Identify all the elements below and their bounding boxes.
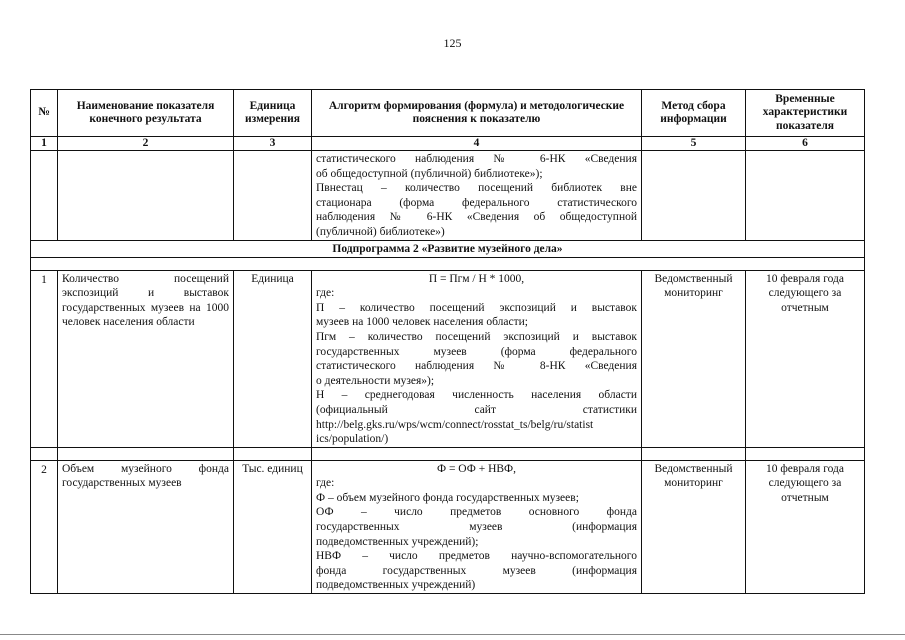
row-number: 2 (31, 460, 58, 593)
indicator-name: Объем музейного фонда государственных музеев (58, 460, 234, 593)
table-header-row (31, 90, 865, 137)
timing: 10 февраля года следующего за отчетным (746, 270, 865, 447)
column-number-row (31, 137, 865, 151)
header-timing: Временные характеристики показателя (746, 90, 865, 137)
table-row (31, 270, 865, 447)
col-number-5: 5 (642, 137, 746, 151)
algorithm: Ф = ОФ + НВФ, где: Ф – объем музейного фонда государственных музеев; ОФ – число предметов основного фонда государственных музеев (информация подведомственных учреждений); НВФ – число предметов научно-вспомогательного фонда государственных музеев (информация подведомственных учреждений) (312, 460, 642, 593)
table-row (31, 460, 865, 593)
header-algorithm: Алгоритм формирования (формула) и методологические пояснения к показателю (312, 90, 642, 137)
timing: 10 февраля года следующего за отчетным (746, 460, 865, 593)
col-number-1: 1 (31, 137, 58, 151)
collection-method: Ведомственный мониторинг (642, 270, 746, 447)
indicators-table (30, 89, 865, 594)
spacer-row (31, 447, 865, 460)
formula: Ф = ОФ + НВФ, (436, 462, 517, 475)
indicator-name: Количество посещений экспозиций и выставок государственных музеев на 1000 человек населения области (58, 270, 234, 447)
continuation-row (31, 151, 865, 241)
header-number: № (31, 90, 58, 137)
row-number: 1 (31, 270, 58, 447)
subprogram-title: Подпрограмма 2 «Развитие музейного дела» (31, 240, 865, 257)
algorithm: П = Пгм / Н * 1000, где: П – количество посещений экспозиций и выставок музеев на 1000 человек населения области; Пгм – количество посещений экспозиций и выставок государственных музеев (форма федерального статистического наблюдения № 8-НК «Сведения о деятельности музея»); Н – среднегодовая численность населения области (официальный сайт статистики http://belg.gks.ru/wps/wcm/connect/rosstat_ts/belg/ru/statist ics/population/) (312, 270, 642, 447)
header-indicator-name: Наименование показателя конечного результата (58, 90, 234, 137)
formula: П = Пгм / Н * 1000, (428, 272, 525, 285)
spacer-row (31, 257, 865, 270)
col-number-6: 6 (746, 137, 865, 151)
col-number-4: 4 (312, 137, 642, 151)
unit: Единица (234, 270, 312, 447)
collection-method: Ведомственный мониторинг (642, 460, 746, 593)
col-number-2: 2 (58, 137, 234, 151)
page-number: 125 (443, 36, 462, 50)
page-bottom-edge (0, 634, 905, 635)
continuation-algorithm: статистического наблюдения № 6-НК «Сведения об общедоступной (публичной) библиотеке»); Пвнестац – количество посещений библиотек вне стационара (форма федерального статистического наблюдения № 6-НК «Сведения об общедоступной (публичной) библиотеке») (312, 151, 642, 241)
unit: Тыс. единиц (234, 460, 312, 593)
col-number-3: 3 (234, 137, 312, 151)
subprogram-row (31, 240, 865, 257)
header-method: Метод сбора информации (642, 90, 746, 137)
header-unit: Единица измерения (234, 90, 312, 137)
